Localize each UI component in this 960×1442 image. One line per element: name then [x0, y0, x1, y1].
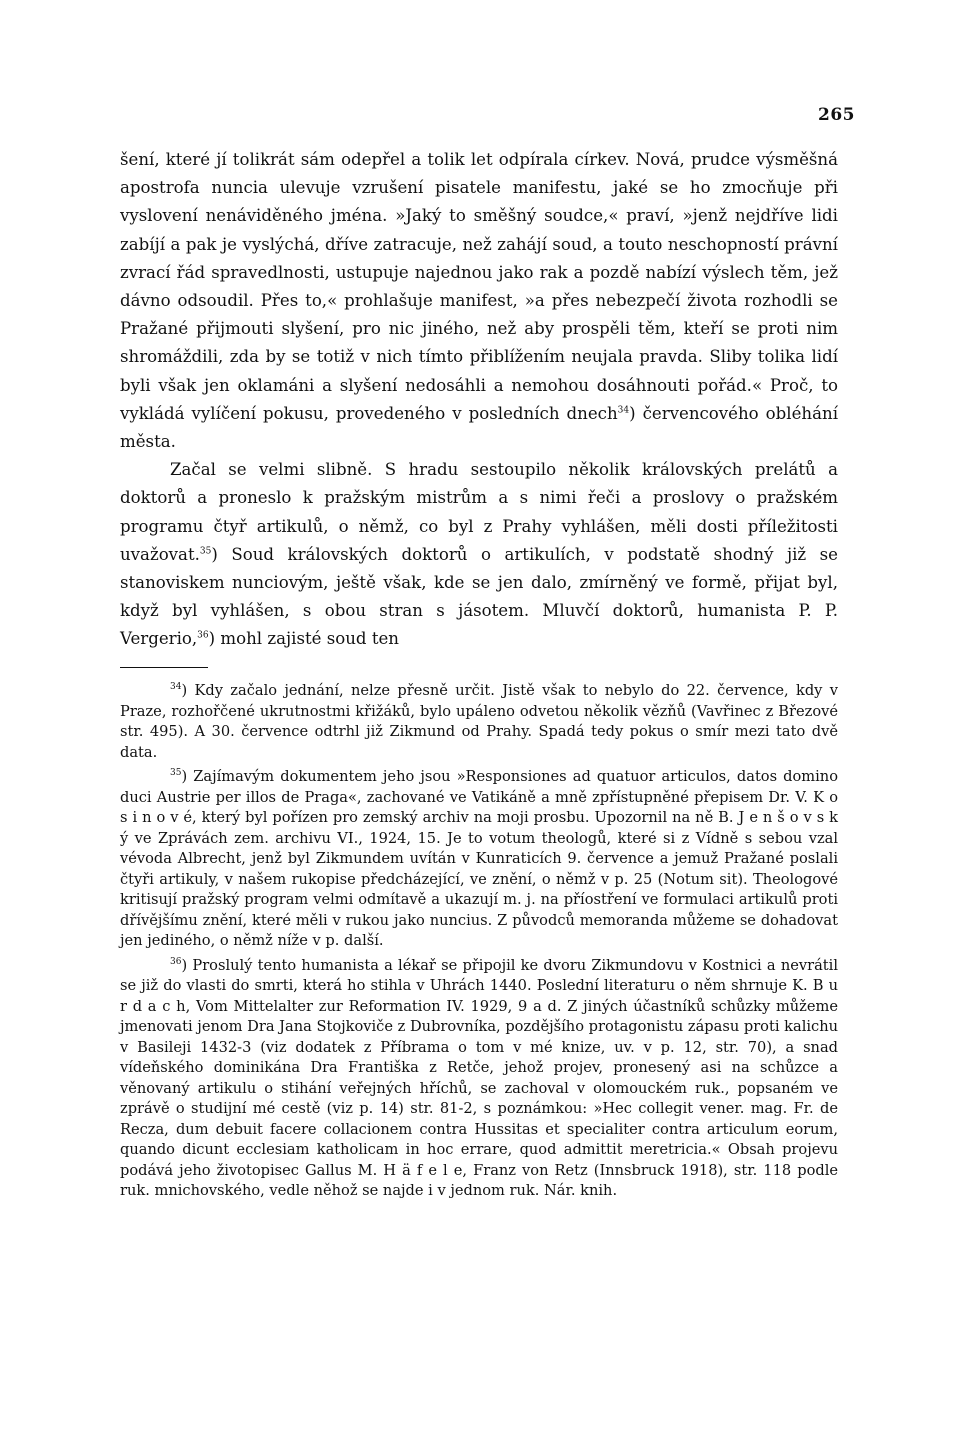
main-text — [120, 146, 838, 654]
paragraph-2-text-end: ) mohl zajisté soud ten — [208, 629, 399, 649]
paragraph-1-text: šení, které jí tolikrát sám odepřel a tolik let odpírala církev. Nová, prudce výsměšná apostrofa nuncia ulevuje vzrušení pisatele manifestu, jaké se ho zmocňuje při vyslovení nenáviděného jména. »Jaký to směšný soudce,« praví, »jenž nejdříve lidi zabíjí a pak je vyslýchá, dříve zatracuje, než zahájí soud, a touto neschopností právní zvrací řád spravedlnosti, ustupuje najednou jako rak a pozdě nabízí výslech těm, jež dávno odsoudil. Přes to,« prohlašuje manifest, »a přes nebezpečí života rozhodli se Pražané přijmouti slyšení, pro nic jiného, než aby prospěli těm, kteří se proti nim shromáždili, zda by se totiž v nich tímto přiblížením neujala pravda. Sliby tolika lidí byli však jen oklamáni a slyšení nedosáhli a nemohou dosáhnouti pořád.« Proč, to vykládá vylíčení pokusu, provedeného v posledních dnech — [120, 150, 838, 423]
paragraph-2-text: Začal se velmi slibně. S hradu sestoupilo několik královských prelátů a doktorů a proneslo k pražským mistrům a s nimi řeči a proslovy o pražském programu čtyř artikulů, o němž, co byl z Prahy vyhlášen, měli dosti příležitosti uvažovat. — [120, 460, 838, 564]
footnote-marker: 34 — [170, 682, 182, 693]
footnote-ref-36: 36 — [197, 630, 209, 641]
footnote-marker: 36 — [170, 956, 182, 967]
footnote-text: ) Kdy začalo jednání, nelze přesně určit. Jistě však to nebylo do 22. července, kdy v Praze, rozhořčené ukrutnostmi křižáků, bylo upáleno odvetou několik vězňů (Vavřinec z Březové str. 495). A 30. července odtrhl již Zikmund od Prahy. Spadá tedy pokus o smír mezi tato dvě data. — [120, 682, 838, 761]
footnote-text: ) Zajímavým dokumentem jeho jsou »Responsiones ad quatuor articulos, datos domino duci Austrie per illos de Praga«, zachované ve Vatikáně a mně zpřístupněné přepisem Dr. V. K o s i n o v é, který byl pořízen pro zemský archiv na moji prosbu. Upozornil na ně B. J e n š o v s k ý ve Zprávách zem. archivu VI., 1924, 15. Je to votum theologů, které si z Vídně s sebou vzal vévoda Albrecht, jenž byl Zikmundem uvítán v Kunraticích 9. července a jemuž Pražané poslali čtyři artikuly, v našem rukopise předcházející, ve znění, o němž v p. 25 (Notum sit). Theologové kritisují pražský program velmi odmítavě a ukazují m. j. na příostření ve formulaci artikulů proti dřívějšímu znění, které měli v rukou jako nuncius. Z původců memoranda můžeme se dohadovat jen jediného, o němž níže v p. další. — [120, 768, 838, 949]
footnote-34 — [120, 681, 838, 763]
footnotes — [120, 681, 838, 1206]
footnote-separator — [120, 667, 208, 668]
footnote-marker: 35 — [170, 768, 182, 779]
footnote-35 — [120, 767, 838, 952]
paragraph-2-text-middle: ) Soud královských doktorů o artikulích, v podstatě shodný již se stanoviskem nunciovým, ještě však, kde se jen dalo, zmírněný ve formě, přijat byl, když byl vyhlášen, s obou stran s jásotem. Mluvčí doktorů, humanista P. P. Vergerio, — [120, 544, 838, 649]
footnote-36 — [120, 956, 838, 1202]
paragraph-1-text-end: ) červencového obléhání města. — [120, 403, 838, 452]
footnote-ref-34: 34 — [617, 405, 630, 416]
page-number: 265 — [818, 105, 855, 125]
footnote-text: ) Proslulý tento humanista a lékař se připojil ke dvoru Zikmundovu v Kostnici a nevrátil se již do vlasti do smrti, která ho stihla v Uhrách 1440. Poslední literaturu o něm shrnuje K. B u r d a c h, Vom Mittelalter zur Reformation IV. 1929, 9 a d. Z jiných účastníků schůzky můžeme jmenovati jenom Dra Jana Stojkoviče z Dubrovníka, pozdějšího protagonistu zápasu proti kalichu v Basileji 1432-3 (viz dodatek z Příbrama o tom v mé knize, uv. v p. 12, str. 70), a snad vídeňského dominikána Dra Františka z Retče, jehož projev, pronesený asi na schůzce a věnovaný artikulu o stihání veřejných hříchů, se zachoval v olomouckém ruk., popsaném ve zprávě o studijní mé cestě (viz p. 14) str. 81-2, s poznámkou: »Hec collegit vener. mag. Fr. de Recza, dum debuit facere collacionem contra Hussitas et specialiter contra articulum eorum, quando dicunt ecclesiam katholicam in hoc errare, quod admittit meretricia.« Obsah projevu podává jeho životopisec Gallus M. H ä f e l e, Franz von Retz (Innsbruck 1918), str. 118 podle ruk. mnichovského, vedle něhož se najde i v jednom ruk. Nár. knih. — [120, 956, 838, 1199]
paragraph-1 — [120, 146, 838, 456]
footnote-ref-35: 35 — [199, 546, 212, 557]
paragraph-2 — [120, 456, 838, 653]
